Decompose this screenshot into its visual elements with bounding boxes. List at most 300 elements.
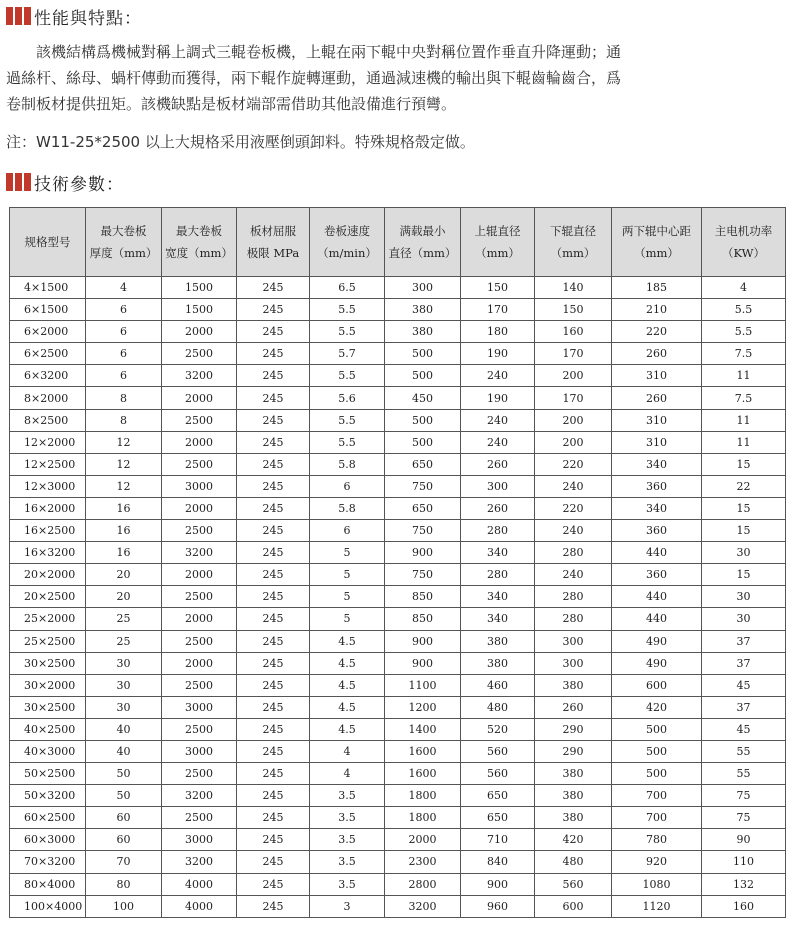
table-cell: 840 bbox=[461, 851, 535, 873]
table-cell: 90 bbox=[702, 829, 786, 851]
model-cell: 16×2000 bbox=[10, 497, 86, 519]
table-cell: 2500 bbox=[162, 807, 237, 829]
table-cell: 2000 bbox=[385, 829, 461, 851]
description-line: 過絲杆、絲母、蝸杆傳動而獲得，兩下輥作旋轉運動，通過減速機的輸出與下輥齒輪齒合，爲 bbox=[6, 69, 622, 87]
table-cell: 280 bbox=[535, 586, 612, 608]
table-cell: 380 bbox=[535, 763, 612, 785]
table-cell: 210 bbox=[612, 299, 702, 321]
table-cell: 11 bbox=[702, 365, 786, 387]
table-cell: 2500 bbox=[162, 674, 237, 696]
table-cell: 25 bbox=[86, 608, 162, 630]
table-cell: 290 bbox=[535, 740, 612, 762]
table-cell: 110 bbox=[702, 851, 786, 873]
table-cell: 4.5 bbox=[310, 674, 385, 696]
table-cell: 310 bbox=[612, 431, 702, 453]
table-row bbox=[10, 851, 786, 873]
table-cell: 30 bbox=[86, 696, 162, 718]
model-cell: 20×2000 bbox=[10, 564, 86, 586]
table-cell: 190 bbox=[461, 343, 535, 365]
table-cell: 300 bbox=[535, 630, 612, 652]
table-cell: 200 bbox=[535, 365, 612, 387]
table-cell: 11 bbox=[702, 409, 786, 431]
table-cell: 160 bbox=[702, 895, 786, 917]
table-cell: 3000 bbox=[162, 740, 237, 762]
model-cell: 80×4000 bbox=[10, 873, 86, 895]
table-cell: 900 bbox=[385, 652, 461, 674]
table-cell: 2500 bbox=[162, 409, 237, 431]
table-row bbox=[10, 785, 786, 807]
table-cell: 3200 bbox=[162, 542, 237, 564]
table-row bbox=[10, 365, 786, 387]
table-cell: 300 bbox=[385, 277, 461, 299]
table-row bbox=[10, 475, 786, 497]
table-row bbox=[10, 542, 786, 564]
table-cell: 245 bbox=[237, 851, 310, 873]
table-cell: 560 bbox=[461, 763, 535, 785]
table-cell: 500 bbox=[385, 343, 461, 365]
table-row bbox=[10, 520, 786, 542]
table-cell: 3.5 bbox=[310, 807, 385, 829]
table-row bbox=[10, 829, 786, 851]
table-cell: 310 bbox=[612, 365, 702, 387]
table-cell: 500 bbox=[612, 763, 702, 785]
table-cell: 500 bbox=[612, 718, 702, 740]
table-cell: 245 bbox=[237, 608, 310, 630]
column-header bbox=[612, 208, 702, 277]
table-cell: 850 bbox=[385, 586, 461, 608]
table-cell: 710 bbox=[461, 829, 535, 851]
table-cell: 6 bbox=[86, 321, 162, 343]
model-cell: 8×2500 bbox=[10, 409, 86, 431]
table-cell: 1080 bbox=[612, 873, 702, 895]
table-cell: 5.7 bbox=[310, 343, 385, 365]
table-cell: 50 bbox=[86, 763, 162, 785]
model-cell: 25×2500 bbox=[10, 630, 86, 652]
table-cell: 560 bbox=[535, 873, 612, 895]
table-cell: 1500 bbox=[162, 299, 237, 321]
table-cell: 4.5 bbox=[310, 718, 385, 740]
column-header-line: 板材屈服 bbox=[250, 224, 296, 238]
table-cell: 240 bbox=[535, 564, 612, 586]
table-cell: 12 bbox=[86, 475, 162, 497]
column-header bbox=[237, 208, 310, 277]
column-header-line: 上辊直径 bbox=[474, 224, 521, 238]
table-cell: 200 bbox=[535, 431, 612, 453]
table-cell: 650 bbox=[461, 807, 535, 829]
table-cell: 340 bbox=[461, 586, 535, 608]
features-title: 性能與特點： bbox=[34, 8, 142, 29]
table-cell: 5 bbox=[310, 608, 385, 630]
table-cell: 16 bbox=[86, 542, 162, 564]
table-cell: 190 bbox=[461, 387, 535, 409]
heading-marker-icon bbox=[6, 173, 31, 191]
model-cell: 60×2500 bbox=[10, 807, 86, 829]
table-cell: 80 bbox=[86, 873, 162, 895]
table-cell: 200 bbox=[535, 409, 612, 431]
table-cell: 650 bbox=[385, 497, 461, 519]
table-cell: 3.5 bbox=[310, 785, 385, 807]
table-cell: 2000 bbox=[162, 652, 237, 674]
table-cell: 40 bbox=[86, 740, 162, 762]
table-cell: 380 bbox=[535, 785, 612, 807]
column-header-line: 宽度（mm） bbox=[165, 246, 233, 260]
table-cell: 4 bbox=[702, 277, 786, 299]
table-cell: 2800 bbox=[385, 873, 461, 895]
table-cell: 220 bbox=[612, 321, 702, 343]
table-cell: 380 bbox=[385, 321, 461, 343]
table-cell: 245 bbox=[237, 763, 310, 785]
table-cell: 700 bbox=[612, 785, 702, 807]
table-cell: 960 bbox=[461, 895, 535, 917]
table-cell: 16 bbox=[86, 497, 162, 519]
column-header-line: 极限 MPa bbox=[246, 246, 300, 260]
table-cell: 5.5 bbox=[310, 409, 385, 431]
table-cell: 380 bbox=[535, 674, 612, 696]
model-cell: 30×2500 bbox=[10, 696, 86, 718]
table-cell: 900 bbox=[385, 542, 461, 564]
table-cell: 240 bbox=[461, 365, 535, 387]
table-cell: 3200 bbox=[162, 365, 237, 387]
table-cell: 360 bbox=[612, 520, 702, 542]
table-row bbox=[10, 453, 786, 475]
table-cell: 440 bbox=[612, 586, 702, 608]
table-row bbox=[10, 431, 786, 453]
table-cell: 280 bbox=[535, 608, 612, 630]
table-cell: 30 bbox=[86, 674, 162, 696]
table-cell: 5 bbox=[310, 564, 385, 586]
table-cell: 245 bbox=[237, 387, 310, 409]
table-cell: 4.5 bbox=[310, 696, 385, 718]
table-cell: 11 bbox=[702, 431, 786, 453]
table-cell: 5.5 bbox=[310, 321, 385, 343]
table-row bbox=[10, 343, 786, 365]
table-cell: 290 bbox=[535, 718, 612, 740]
column-header-line: 最大卷板 bbox=[100, 224, 147, 238]
table-cell: 850 bbox=[385, 608, 461, 630]
table-cell: 245 bbox=[237, 807, 310, 829]
table-cell: 5.5 bbox=[310, 431, 385, 453]
table-cell: 500 bbox=[385, 365, 461, 387]
table-cell: 380 bbox=[461, 652, 535, 674]
model-cell: 25×2000 bbox=[10, 608, 86, 630]
table-row bbox=[10, 696, 786, 718]
table-row bbox=[10, 718, 786, 740]
table-cell: 20 bbox=[86, 586, 162, 608]
table-cell: 2500 bbox=[162, 453, 237, 475]
column-header-line: 厚度（mm） bbox=[89, 246, 158, 260]
table-cell: 4000 bbox=[162, 873, 237, 895]
table-cell: 2300 bbox=[385, 851, 461, 873]
table-cell: 15 bbox=[702, 453, 786, 475]
table-cell: 2500 bbox=[162, 718, 237, 740]
table-cell: 160 bbox=[535, 321, 612, 343]
table-cell: 340 bbox=[461, 542, 535, 564]
table-cell: 245 bbox=[237, 586, 310, 608]
table-cell: 245 bbox=[237, 785, 310, 807]
model-cell: 50×3200 bbox=[10, 785, 86, 807]
table-cell: 6 bbox=[86, 343, 162, 365]
table-cell: 420 bbox=[535, 829, 612, 851]
table-cell: 4 bbox=[310, 763, 385, 785]
description-line: 卷制板材提供扭矩。該機缺點是板材端部需借助其他設備進行預彎。 bbox=[6, 95, 457, 113]
table-cell: 6 bbox=[310, 520, 385, 542]
table-cell: 245 bbox=[237, 453, 310, 475]
column-header-line: 主电机功率 bbox=[714, 224, 773, 238]
params-title: 技術參數： bbox=[34, 174, 124, 195]
table-cell: 12 bbox=[86, 453, 162, 475]
column-header-line: 直径（mm） bbox=[388, 246, 457, 260]
model-cell: 6×2000 bbox=[10, 321, 86, 343]
model-cell: 6×2500 bbox=[10, 343, 86, 365]
model-cell: 30×2000 bbox=[10, 674, 86, 696]
table-cell: 150 bbox=[535, 299, 612, 321]
table-cell: 30 bbox=[702, 608, 786, 630]
table-row bbox=[10, 630, 786, 652]
table-cell: 75 bbox=[702, 807, 786, 829]
table-cell: 460 bbox=[461, 674, 535, 696]
column-header-line: 满载最小 bbox=[399, 224, 446, 238]
table-cell: 150 bbox=[461, 277, 535, 299]
table-cell: 280 bbox=[461, 520, 535, 542]
table-cell: 750 bbox=[385, 475, 461, 497]
model-cell: 12×3000 bbox=[10, 475, 86, 497]
table-cell: 60 bbox=[86, 829, 162, 851]
table-cell: 170 bbox=[535, 387, 612, 409]
table-cell: 132 bbox=[702, 873, 786, 895]
table-cell: 7.5 bbox=[702, 343, 786, 365]
table-cell: 340 bbox=[461, 608, 535, 630]
table-cell: 1400 bbox=[385, 718, 461, 740]
model-cell: 12×2500 bbox=[10, 453, 86, 475]
table-cell: 245 bbox=[237, 475, 310, 497]
table-cell: 5.5 bbox=[310, 299, 385, 321]
table-cell: 2500 bbox=[162, 630, 237, 652]
table-cell: 245 bbox=[237, 873, 310, 895]
table-cell: 1200 bbox=[385, 696, 461, 718]
column-header-line: （mm） bbox=[550, 246, 596, 260]
table-cell: 700 bbox=[612, 807, 702, 829]
table-cell: 490 bbox=[612, 652, 702, 674]
table-cell: 22 bbox=[702, 475, 786, 497]
table-cell: 500 bbox=[385, 409, 461, 431]
table-cell: 16 bbox=[86, 520, 162, 542]
table-cell: 3200 bbox=[162, 785, 237, 807]
table-cell: 3200 bbox=[162, 851, 237, 873]
table-cell: 5.5 bbox=[310, 365, 385, 387]
table-cell: 7.5 bbox=[702, 387, 786, 409]
table-cell: 6.5 bbox=[310, 277, 385, 299]
table-cell: 100 bbox=[86, 895, 162, 917]
model-cell: 60×3000 bbox=[10, 829, 86, 851]
column-header-line: （KW） bbox=[721, 246, 765, 260]
table-cell: 30 bbox=[702, 542, 786, 564]
table-cell: 70 bbox=[86, 851, 162, 873]
table-cell: 4000 bbox=[162, 895, 237, 917]
model-cell: 6×3200 bbox=[10, 365, 86, 387]
note-text: 注：W11-25*2500 以上大規格采用液壓倒頭卸料。特殊規格殼定做。 bbox=[6, 133, 475, 151]
table-cell: 3000 bbox=[162, 696, 237, 718]
table-cell: 2000 bbox=[162, 564, 237, 586]
table-cell: 900 bbox=[385, 630, 461, 652]
table-cell: 440 bbox=[612, 542, 702, 564]
table-row bbox=[10, 497, 786, 519]
table-cell: 3.5 bbox=[310, 829, 385, 851]
table-cell: 780 bbox=[612, 829, 702, 851]
table-cell: 2000 bbox=[162, 431, 237, 453]
table-cell: 245 bbox=[237, 895, 310, 917]
table-cell: 245 bbox=[237, 299, 310, 321]
table-row bbox=[10, 299, 786, 321]
table-cell: 3 bbox=[310, 895, 385, 917]
table-cell: 900 bbox=[461, 873, 535, 895]
table-cell: 245 bbox=[237, 409, 310, 431]
table-cell: 140 bbox=[535, 277, 612, 299]
table-cell: 490 bbox=[612, 630, 702, 652]
model-cell: 16×2500 bbox=[10, 520, 86, 542]
table-cell: 1600 bbox=[385, 763, 461, 785]
table-cell: 30 bbox=[702, 586, 786, 608]
table-cell: 15 bbox=[702, 520, 786, 542]
model-cell: 70×3200 bbox=[10, 851, 86, 873]
table-cell: 2500 bbox=[162, 763, 237, 785]
table-cell: 750 bbox=[385, 564, 461, 586]
table-row bbox=[10, 387, 786, 409]
table-cell: 3000 bbox=[162, 475, 237, 497]
table-cell: 300 bbox=[461, 475, 535, 497]
params-section-heading bbox=[6, 171, 124, 193]
table-cell: 45 bbox=[702, 674, 786, 696]
model-cell: 50×2500 bbox=[10, 763, 86, 785]
table-cell: 310 bbox=[612, 409, 702, 431]
table-cell: 240 bbox=[461, 431, 535, 453]
table-cell: 920 bbox=[612, 851, 702, 873]
table-cell: 37 bbox=[702, 696, 786, 718]
table-cell: 2500 bbox=[162, 520, 237, 542]
column-header-line: （m/min） bbox=[317, 246, 377, 260]
table-cell: 60 bbox=[86, 807, 162, 829]
table-row bbox=[10, 740, 786, 762]
table-cell: 260 bbox=[612, 343, 702, 365]
table-cell: 2500 bbox=[162, 343, 237, 365]
table-cell: 260 bbox=[535, 696, 612, 718]
table-cell: 6 bbox=[310, 475, 385, 497]
table-cell: 480 bbox=[461, 696, 535, 718]
model-cell: 8×2000 bbox=[10, 387, 86, 409]
table-row bbox=[10, 763, 786, 785]
table-cell: 245 bbox=[237, 542, 310, 564]
column-header bbox=[535, 208, 612, 277]
column-header bbox=[86, 208, 162, 277]
table-cell: 245 bbox=[237, 652, 310, 674]
table-cell: 650 bbox=[461, 785, 535, 807]
table-cell: 5 bbox=[310, 542, 385, 564]
features-section-heading bbox=[6, 5, 142, 27]
table-cell: 500 bbox=[612, 740, 702, 762]
table-cell: 4 bbox=[310, 740, 385, 762]
table-cell: 1800 bbox=[385, 785, 461, 807]
table-cell: 40 bbox=[86, 718, 162, 740]
table-cell: 500 bbox=[385, 431, 461, 453]
table-cell: 2000 bbox=[162, 387, 237, 409]
table-cell: 20 bbox=[86, 564, 162, 586]
table-cell: 4.5 bbox=[310, 630, 385, 652]
table-cell: 240 bbox=[461, 409, 535, 431]
table-cell: 5.6 bbox=[310, 387, 385, 409]
table-cell: 245 bbox=[237, 829, 310, 851]
table-cell: 245 bbox=[237, 630, 310, 652]
table-cell: 8 bbox=[86, 409, 162, 431]
table-cell: 2000 bbox=[162, 608, 237, 630]
table-cell: 245 bbox=[237, 365, 310, 387]
table-cell: 5.8 bbox=[310, 497, 385, 519]
table-cell: 245 bbox=[237, 321, 310, 343]
table-cell: 3.5 bbox=[310, 873, 385, 895]
table-cell: 245 bbox=[237, 520, 310, 542]
table-cell: 280 bbox=[535, 542, 612, 564]
table-cell: 5 bbox=[310, 586, 385, 608]
model-cell: 100×4000 bbox=[10, 895, 86, 917]
table-row bbox=[10, 895, 786, 917]
table-cell: 220 bbox=[535, 453, 612, 475]
table-row bbox=[10, 321, 786, 343]
table-cell: 480 bbox=[535, 851, 612, 873]
table-cell: 420 bbox=[612, 696, 702, 718]
model-cell: 6×1500 bbox=[10, 299, 86, 321]
table-row bbox=[10, 564, 786, 586]
table-cell: 170 bbox=[535, 343, 612, 365]
description-paragraph bbox=[6, 39, 786, 117]
table-cell: 450 bbox=[385, 387, 461, 409]
column-header bbox=[702, 208, 786, 277]
table-cell: 240 bbox=[535, 520, 612, 542]
table-cell: 4.5 bbox=[310, 652, 385, 674]
table-cell: 15 bbox=[702, 497, 786, 519]
table-cell: 600 bbox=[535, 895, 612, 917]
model-cell: 16×3200 bbox=[10, 542, 86, 564]
table-cell: 75 bbox=[702, 785, 786, 807]
model-cell: 20×2500 bbox=[10, 586, 86, 608]
table-cell: 55 bbox=[702, 740, 786, 762]
table-cell: 260 bbox=[612, 387, 702, 409]
model-cell: 4×1500 bbox=[10, 277, 86, 299]
column-header bbox=[385, 208, 461, 277]
table-cell: 245 bbox=[237, 696, 310, 718]
heading-marker-icon bbox=[6, 7, 31, 25]
table-cell: 3200 bbox=[385, 895, 461, 917]
table-cell: 650 bbox=[385, 453, 461, 475]
table-row bbox=[10, 608, 786, 630]
table-cell: 15 bbox=[702, 564, 786, 586]
table-cell: 55 bbox=[702, 763, 786, 785]
table-row bbox=[10, 674, 786, 696]
table-row bbox=[10, 409, 786, 431]
table-row bbox=[10, 277, 786, 299]
table-cell: 5.5 bbox=[702, 299, 786, 321]
table-cell: 220 bbox=[535, 497, 612, 519]
table-cell: 260 bbox=[461, 453, 535, 475]
table-cell: 245 bbox=[237, 564, 310, 586]
table-cell: 2000 bbox=[162, 497, 237, 519]
table-cell: 2500 bbox=[162, 586, 237, 608]
table-cell: 45 bbox=[702, 718, 786, 740]
table-cell: 520 bbox=[461, 718, 535, 740]
table-cell: 170 bbox=[461, 299, 535, 321]
column-header-line: 下辊直径 bbox=[550, 224, 596, 238]
table-cell: 360 bbox=[612, 564, 702, 586]
table-cell: 600 bbox=[612, 674, 702, 696]
table-cell: 245 bbox=[237, 431, 310, 453]
table-cell: 1800 bbox=[385, 807, 461, 829]
